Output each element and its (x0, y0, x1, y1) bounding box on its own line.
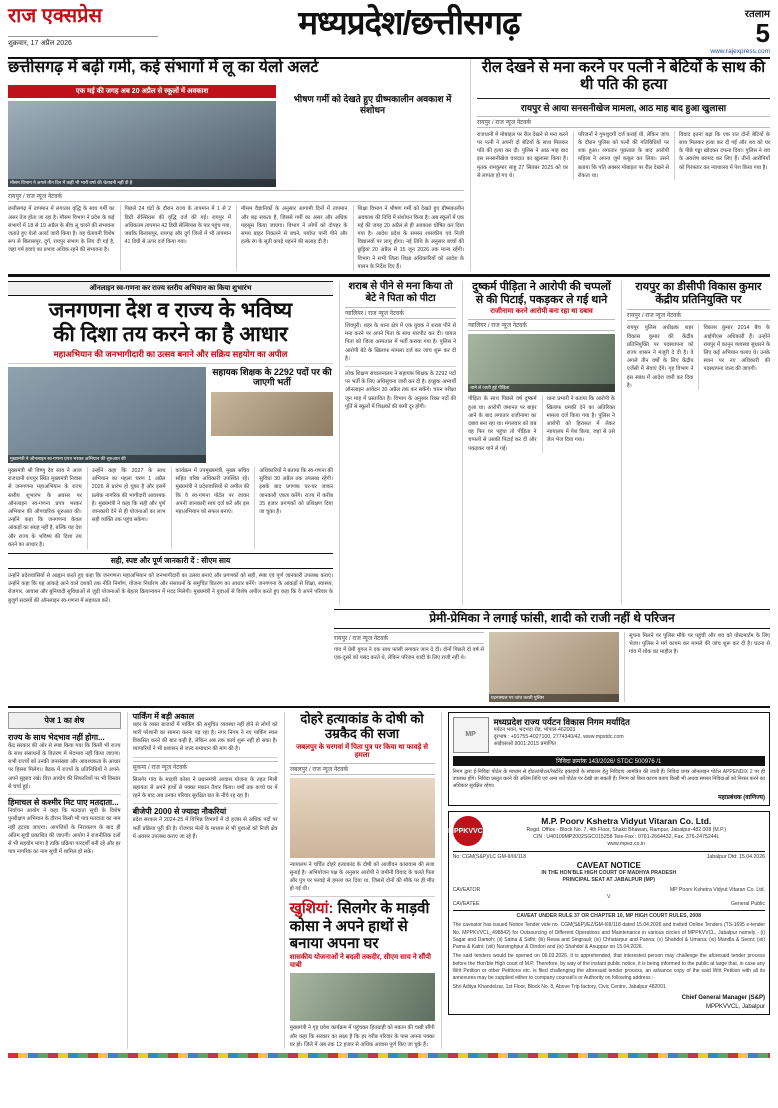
caveat-court: IN THE HON'BLE HIGH COURT OF MADHYA PRADESH (541, 870, 677, 877)
couple-photo (489, 632, 619, 702)
lead-left-byline: रायपुर / राज न्यूज नेटवर्क (8, 190, 464, 202)
shesh-item-2-text: निर्वाचन आयोग ने कहा कि मतदाता सूची के विशेष पुनरीक्षण अभियान के दौरान किसी भी पात्र मतदाता का नाम नहीं हटाया जाएगा। आपत्तियों के निराकरण के बाद ही अंतिम सूची प्रकाशित की जाएगी। आयोग ने राजनीतिक दलों से भी सहयोग मांगा है ताकि प्रक्रिया पारदर्शी बनी रहे और हर पात्र नागरिक का नाम सूची में शामिल हो सके। (8, 808, 121, 856)
census-headline-1: जनगणना देश व राज्य के भविष्य (48, 299, 293, 323)
murder-byline: जबलपुर / राज न्यूज नेटवर्क (290, 763, 435, 775)
mid-section (8, 281, 770, 605)
publication-date: शुक्रवार, 17 अप्रैल 2026 (8, 36, 158, 48)
dcp-story (621, 281, 770, 605)
victim-col-2: थाना प्रभारी ने बताया कि आरोपी के खिलाफ धमकी देने का अतिरिक्त मामला दर्ज किया गया है। पुलिस ने आरोपी को हिरासत में लेकर न्यायालय में पेश किया, जहां से उसे जेल भेज दिया गया। (546, 396, 615, 444)
lead-left-headline: छत्तीसगढ़ में बढ़ी गर्मी, कई संभागों में लू का येलो अलर्ट (8, 59, 319, 76)
silger-sub: शासकीय योजनाओं ने बदली तकदीर, सीएम साय ने सौंपी चाबी (289, 954, 431, 970)
caveat-seat: PRINCIPAL SEAT AT JABALPUR (MP) (562, 877, 656, 884)
page-one-continued-head: पेज 1 का शेष (8, 712, 121, 729)
mpstdc-address: पर्यटन भवन, भदभदा रोड, भोपाल-462003 (493, 726, 576, 733)
couple-col-1: गांव में प्रेमी युगल ने एक साथ फांसी लगाकर जान दे दी। दोनों पिछले दो वर्ष से एक-दूसरे को पसंद करते थे, लेकिन परिजन शादी के लिए राजी नहीं थे। (334, 646, 484, 661)
lead-story-right (470, 59, 770, 271)
mpstdc-tender-title: निविदा क्रमांक 143/2026/ STDC 500976 /1 (453, 756, 765, 766)
mppkvvcl-logo: MPPKVVCL (453, 816, 483, 846)
caveat-body-1: The caveator has issued Notice Tender vide no. CGM(S&P)/EZ/GM-I/III/118 dated 15.04.2026 and invited Online Tenders (TS-1695 e-tender No. MPPKVVCL_498842) for Outsourcing of Different Operations and Maintenance in various circles of MPPKVVCL, Jabalpur namely - (i) Sagar and Damoh; (ii) Satna & Sidhi; (iii) Rewa and Singrauli; (iv) Chhatarpur and Panna; (v) Shahdol & Umaria; (vi) Mandla & Seoni; (vii) Pama & Katni; (viii) Narsinghpur & Dindori and (ix) Shahdol & Anuppur on 15.04.2026. (452, 922, 765, 951)
bottom-section (8, 706, 770, 1049)
lead-left-columns (8, 205, 464, 271)
liquor-story (339, 281, 456, 605)
silger-col-1: सिलगेर गांव के माड़वी कोसा ने प्रधानमंत्री आवास योजना के तहत मिली सहायता से अपने हाथों से पक्का मकान तैयार किया। वर्षों तक कच्चे घर में रहने के बाद अब उनका परिवार सुरक्षित छत के नीचे रह रहा है। (132, 776, 278, 800)
top-section (8, 59, 770, 271)
lead-left-col-3: मौसम वैज्ञानिकों के अनुसार आगामी दिनों में तापमान और बढ़ सकता है, जिससे गर्मी का असर और अधिक महसूस किया जाएगा। विभाग ने लोगों को दोपहर के समय बाहर निकलने से बचने, पर्याप्त पानी पीने और हल्के रंग के सूती कपड़े पहनने की सलाह दी है। (241, 206, 348, 246)
mpstdc-signature: महाप्रबंधक (वाणिज्य) (718, 795, 765, 802)
caveatee-label: CAVEATEE (452, 901, 480, 908)
silger-byline: सुकमा / राज न्यूज नेटवर्क (133, 761, 278, 773)
jobs-text: प्रदेश सरकार ने 2024-25 में विभिन्न विभागों में दो हजार से अधिक पदों पर भर्ती प्रक्रिया पूरी की है। रोजगार मेलों के माध्यम से भी युवाओं को निजी क्षेत्र में अवसर उपलब्ध कराए जा रहे हैं। (132, 817, 278, 840)
caveator-label: CAVEATOR (452, 887, 481, 894)
caveat-signature-2: MPPKVVCL, Jabalpur (705, 1003, 765, 1010)
lead-left-photo-caption: मौसम विभाग ने अगले तीन दिन में कहीं भी भारी वर्षा की चेतावनी नहीं दी है (8, 179, 276, 187)
shesh-item-2-title: हिमाचल से कश्मीर मिट पाए मतदाता... (8, 798, 119, 808)
victim-sub: राजीनामा करने आरोपी बना रहा था दबाव (490, 308, 593, 316)
victim-byline: ग्वालियर / राज न्यूज नेटवर्क (468, 319, 615, 331)
masthead-left (8, 6, 158, 48)
couple-story-band (8, 609, 770, 702)
victim-col-1: पीड़िता के साथ पिछले वर्ष दुष्कर्म हुआ था। आरोपी जमानत पर बाहर आने के बाद लगातार राजीनामा का दबाव बना रहा था। मंगलवार को जब वह फिर घर पहुंचा तो पीड़िता ने चप्पलों से उसकी पिटाई कर दी और पकड़कर थाने ले गई। (468, 396, 537, 452)
census-col-3: कार्यक्रम में उपमुख्यमंत्री, मुख्य सचिव सहित वरिष्ठ अधिकारी उपस्थित रहे। मुख्यमंत्री ने प्रदेशवासियों से अपील की कि वे स्व-गणना पोर्टल पर जाकर अपनी जानकारी स्वयं दर्ज करें और इस महाअभियान को सफल बनाएं। (175, 468, 250, 516)
masthead (8, 6, 770, 59)
lead-story-left (8, 59, 464, 271)
liquor-byline: ग्वालियर / राज न्यूज नेटवर्क (345, 307, 456, 319)
silger-col-2: मुख्यमंत्री ने गृह प्रवेश कार्यक्रम में पहुंचकर हितग्राही को मकान की चाबी सौंपी और कहा कि सरकार का लक्ष्य है कि हर गरीब परिवार के पास अपना पक्का घर हो। जिले में अब तक 12 हजार से अधिक आवास पूर्ण किए जा चुके हैं। (289, 1025, 435, 1048)
mpstdc-cert: आईएसओ 9001:2015 प्रमाणित (493, 740, 556, 747)
lead-right-sub: रायपुर से आया सनसनीखेज मामला, आठ माह बाद हुआ खुलासा (520, 102, 727, 113)
dcp-col-2: विकास कुमार 2014 बैच के आईपीएस अधिकारी हैं। उन्होंने रायपुर में कानून व्यवस्था सुधारने के लिए कई अभियान चलाए थे। उनके स्थान पर नए अधिकारी की पदस्थापना जल्द की जाएगी। (703, 325, 771, 373)
liquor-headline: शराब से पीने से मना किया तो बेटे ने पिता को पीटा (348, 281, 453, 304)
color-registration-strip (8, 1053, 770, 1058)
jobs-title: बीजेपी 2000 से ज्यादा नौकरियां (132, 807, 227, 817)
website-url[interactable]: www.rajexpress.com (710, 48, 770, 55)
census-banner: ऑनलाइन स्व-गणना कर राज्य स्तरीय अभियान का किया शुभारंभ (8, 281, 333, 296)
page-one-continued (8, 712, 121, 1049)
dcp-col-1: रायपुर पुलिस अधीक्षक शहर विकास कुमार की केंद्रीय प्रतिनियुक्ति पर पदस्थापना को राज्य शासन ने मंजूरी दे दी है। वे अगले तीन वर्षों के लिए केंद्रीय एजेंसी में सेवाएं देंगे। गृह विभाग ने इस संबंध में आदेश जारी कर दिया है। (626, 325, 694, 389)
caveat-body-2: The said tenders would be opened on 06.03.2026. It is apprehended, that interested person may challenge the aforesaid tender process before the Hon'ble High court of M.P. Therefore, by way of the instant public notice, it is being informed to the public at large that, in case any Writ Petition or other Petitions etc. is filed challenging the aforesaid tender process, an advance copy of the said Writ Petition with all its annexures may be supplied either to company counsel's or Authority on following address :- (452, 953, 765, 982)
census-photo (8, 367, 206, 463)
census-col-4: अधिकारियों ने बताया कि स्व-गणना की सुविधा 30 अप्रैल तक उपलब्ध रहेगी। इसके बाद प्रगणक घर-घर जाकर जानकारी एकत्र करेंगे। राज्य में करीब 35 हजार प्रगणकों को प्रशिक्षण दिया जा चुका है। (259, 468, 333, 516)
victim-photo-caption: थाने ले जाती हुई पीड़िता (468, 384, 615, 392)
page-title: मध्यप्रदेश/छत्तीसगढ़ (298, 4, 520, 41)
census-quote: सही, स्पष्ट और पूर्ण जानकारी दें : सीएम साय (8, 553, 333, 569)
murder-headline: दोहरे हत्याकांड के दोषी को उम्रकैद की सजा (300, 710, 424, 741)
power-company-name: M.P. Poorv Kshetra Vidyut Vitaran Co. Ltd. (541, 816, 712, 827)
caveat-signature-1: Chief General Manager (S&P) (681, 994, 765, 1001)
victim-photo (468, 334, 615, 392)
parking-text: शहर के व्यस्त बाजारों में पार्किंग की समुचित व्यवस्था नहीं होने से लोगों को भारी परेशानी का सामना करना पड़ रहा है। नगर निगम ने नए पार्किंग स्थल विकसित करने की बात कही है, लेकिन अब तक कार्य शुरू नहीं हो सका है। व्यापारियों ने भी प्रशासन से जल्द समाधान की मांग की है। (132, 721, 278, 753)
notices-column (441, 712, 770, 1049)
teacher-recruit-head: सहायक शिक्षक के 2292 पदों पर की जाएगी भर्ती (212, 367, 332, 388)
couple-story (334, 609, 770, 702)
lead-right-byline: रायपुर / राज न्यूज नेटवर्क (477, 116, 770, 128)
mpstdc-contact: दूरभाष : +91755-4027100, 2774340/42, www.mpstdc.com (493, 733, 624, 740)
census-footer-text: उन्होंने प्रदेशवासियों से आह्वान करते हुए कहा कि जनगणना महाअभियान को जनभागीदारी का उत्सव बनाएं और प्रगणकों को सही, स्पष्ट एवं पूर्ण जानकारी उपलब्ध कराएं। उन्होंने कहा कि यह आंकड़े आने वाले दशकों तक नीति निर्माण, योजना निर्धारण और संसाधनों के समुचित वितरण का आधार बनेंगे। जनगणना के आंकड़ों से शिक्षा, स्वास्थ्य, रोजगार, आवास और बुनियादी सुविधाओं से जुड़ी योजनाओं के बेहतर क्रियान्वयन में मदद मिलेगी। मुख्यमंत्री ने युवाओं से विशेष अपील करते हुए कहा कि वे अपने परिवार के बुजुर्ग सदस्यों की ऑनलाइन स्व-गणना में सहायता करें। (8, 573, 333, 604)
census-headline-2: की दिशा तय करने का है आधार (53, 322, 288, 346)
lead-left-side-head: भीषण गर्मी को देखते हुए ग्रीष्मकालीन अवकाश में संशोधन (293, 94, 452, 115)
dcp-headline: रायपुर का डीसीपी विकास कुमार केंद्रीय प्रतिनियुक्ति पर (635, 281, 762, 306)
murder-illustration (290, 778, 435, 858)
power-company-website[interactable]: www.mpez.co.in (607, 840, 646, 847)
silger-pre: खुशियां: (289, 900, 334, 918)
caveatee-name: General Public (730, 901, 765, 908)
murder-story (284, 712, 435, 1049)
couple-byline: रायपुर / राज न्यूज नेटवर्क (334, 632, 484, 644)
census-photo-caption: मुख्यमंत्री ने ऑनलाइन स्व-गणना प्रपत्र भरकर अभियान की शुरुआत की (8, 455, 206, 463)
dcp-byline: रायपुर / राज न्यूज नेटवर्क (627, 309, 770, 321)
liquor-col-1: शिवपुरी। शहर के थाना क्षेत्र में एक युवक ने शराब पीने से मना करने पर अपने पिता के साथ मारपीट कर दी। घायल पिता को जिला अस्पताल में भर्ती कराया गया है। पुलिस ने आरोपी बेटे के खिलाफ मामला दर्ज कर जांच शुरू कर दी है। (345, 323, 457, 362)
publication-logo: राज एक्सप्रेस (8, 5, 103, 27)
murder-sub: जबलपुर के चरगवां में पिता पुत्र पर किया था फावड़े से हमला (296, 743, 429, 759)
masthead-right (660, 6, 770, 55)
census-story (8, 281, 333, 605)
shesh-item-1-title: राज्य के साथ भेदभाव नहीं होगा... (8, 732, 105, 742)
mpstdc-body: निगम द्वारा ई-निविदा पोर्टल के माध्यम से होटल/मोटल/रेस्टोरेंट इकाइयों के संचालन हेतु निविदाएं आमंत्रित की जाती हैं। निविदा प्रपत्र ऑनलाइन पोर्टल APPENDIX 2 पर ही उपलब्ध होंगे। निविदा प्रस्तुत करने की अंतिम तिथि एवं अन्य शर्तें पोर्टल पर देखी जा सकती हैं। निगम को बिना कारण बताए किसी भी अथवा समस्त निविदाओं को निरस्त करने का अधिकार सुरक्षित रहेगा। (452, 768, 765, 790)
couple-col-2: सूचना मिलने पर पुलिस मौके पर पहुंची और शव को पोस्टमार्टम के लिए भेजा। पुलिस ने मर्ग कायम कर मामले की जांच शुरू कर दी है। घटना से गांव में शोक का माहौल है। (629, 632, 770, 656)
mpstdc-org: मध्यप्रदेश राज्य पर्यटन विकास निगम मर्यादित (493, 716, 630, 727)
caveat-ref-no: No: CGM(S&P)/LC GM-II/III/118 (452, 853, 526, 860)
parking-title: पार्किंग में बड़ी अकाल (132, 711, 195, 721)
mpstdc-tender-notice (448, 712, 770, 807)
census-col-2: उन्होंने कहा कि 2027 के साथ अभियान का पहला चरण 1 अप्रैल 2026 से प्रारंभ हो चुका है और इसमें प्रत्येक नागरिक की भागीदारी आवश्यक है। मुख्यमंत्री ने कहा कि सही और पूर्ण जानकारी देने से ही योजनाओं का लाभ सही व्यक्ति तक पहुंच सकेगा। (91, 468, 166, 524)
parking-story (127, 712, 278, 1049)
lead-right-col-3: विवाद इतना बढ़ा कि एक रात दोनों बेटियों के साथ मिलकर हत्या कर दी गई और शव को घर के पीछे गड्ढा खोदकर दफना दिया। पुलिस ने शव के अवशेष बरामद कर लिए हैं। तीनों आरोपियों को गिरफ्तार कर न्यायालय में पेश किया गया है। (679, 131, 770, 171)
edition-city: रतलाम (744, 9, 770, 20)
lead-right-headline: रील देखने से मना करने पर पत्नी ने बेटियों के साथ की थी पति की हत्या (481, 59, 766, 94)
caveat-address: Shri Aditya Khandelzar, 1st Floor, Block No. 8, Above Trip factory, Civic Centre, Jabalpur 482001 (452, 984, 666, 991)
victim-story (462, 281, 615, 605)
page-number: 5 (755, 18, 770, 48)
lead-left-col-2: पिछले 24 घंटों के दौरान राज्य के तापमान में 1 से 2 डिग्री सेल्सियस की वृद्धि दर्ज की गई। रायपुर में अधिकतम तापमान 42 डिग्री सेल्सियस के पार पहुंच गया, जबकि बिलासपुर, रायगढ़ और दुर्ग जिलों में भी तापमान 41 डिग्री से ऊपर दर्ज किया गया। (124, 206, 231, 246)
caveator-name: MP Poorv Kshetra Vidyut Vitaran Co. Ltd. (669, 887, 765, 894)
caveat-rule-line: CAVEAT UNDER RULE 37 OR CHAPTER 10, MP HIGH COURT RULES, 2008 (453, 910, 765, 920)
victim-headline: दुष्कर्म पीड़िता ने आरोपी की चप्पलों से की पिटाई, पकड़कर ले गई थाने (472, 281, 611, 306)
liquor-col-2: लोक शिक्षण संचालनालय ने सहायक शिक्षक के 2292 पदों पर भर्ती के लिए अधिसूचना जारी कर दी है। इच्छुक अभ्यर्थी ऑनलाइन आवेदन 30 अप्रैल तक कर सकेंगे। चयन परीक्षा जून माह में प्रस्तावित है। विभाग के अनुसार रिक्त पदों की पूर्ति से स्कूलों में शिक्षकों की कमी दूर होगी। (345, 371, 457, 410)
masthead-center (158, 6, 660, 41)
shesh-item-1-text: केंद्र सरकार की ओर से स्पष्ट किया गया कि किसी भी राज्य के साथ संसाधनों के वितरण में भेदभाव नहीं किया जाएगा। सभी राज्यों को उनकी जनसंख्या और आवश्यकता के आधार पर हिस्सा मिलेगा। बैठक में राज्यों के प्रतिनिधियों ने अपने-अपने सुझाव रखे। वित्त आयोग की सिफारिशों पर भी विस्तार से चर्चा हुई। (8, 742, 121, 790)
census-subhead: महाअभियान की जनभागीदारी का उत्सव बनाने और सक्रिय सहयोग का अपील (53, 349, 288, 360)
silger-headline (290, 900, 435, 952)
mpstdc-logo: MP (453, 717, 489, 753)
lead-left-photo (8, 101, 276, 187)
murder-col-1: न्यायालय ने चर्चित दोहरे हत्याकांड के दोषी को आजीवन कारावास की सजा सुनाई है। अभियोजन पक्ष के अनुसार आरोपी ने जमीनी विवाद के चलते पिता और पुत्र पर फावड़े से हमला कर दिया था, जिससे दोनों की मौके पर ही मौत हो गई थी। (289, 861, 435, 893)
lead-left-col-1: छत्तीसगढ़ में तापमान में लगातार वृद्धि के साथ गर्मी का असर तेज होता जा रहा है। मौसम विभाग ने प्रदेश के कई संभागों में 18 से 19 अप्रैल के बीच लू चलने की संभावना जताते हुए येलो अलर्ट जारी किया है। यह चेतावनी विशेष रूप से बिलासपुर, दुर्ग, रायपुर संभाग के लिए दी गई है, जहां गर्म हवाएं का प्रभाव अधिक रहने की संभावना है। (8, 206, 115, 254)
lead-left-kicker: एक मई की जगह अब 20 अप्रैल से स्कूलों में अवकाश (8, 85, 276, 98)
caveat-title: CAVEAT NOTICE (576, 860, 641, 870)
power-company-office: Regd. Office - Block No. 7, 4th Floor, Shakti Bhawan, Rampur, Jabalpur-482 008 (M.P.) (526, 826, 727, 833)
silger-headline-text: सिलगेर के माड़वी कोसा ने अपने हाथों से बनाया अपना घर (289, 900, 430, 952)
caveat-vs: V (607, 894, 611, 901)
teacher-recruit-photo (211, 392, 333, 436)
lead-right-col-1: राजधानी में मोबाइल पर रील देखने से मना करने पर पत्नी ने अपनी दो बेटियों के साथ मिलकर पति की हत्या कर दी। पुलिस ने आठ माह बाद इस सनसनीखेज वारदात का खुलासा किया है। मृतक रामकुमार साहू 27 सितंबर 2025 को घर से लापता हो गए थे। (477, 131, 568, 179)
couple-photo-caption: घटनास्थल पर जांच करती पुलिस (489, 694, 619, 702)
power-company-cin: CIN : U40109MP2002SGC015258 Tele-Fax : 0761-2664432, Fax. 376-2475244L (533, 833, 720, 840)
lead-left-col-4: शिक्षा विभाग ने भीषण गर्मी को देखते हुए ग्रीष्मकालीन अवकाश की तिथि में संशोधन किया है। अब स्कूलों में एक मई की जगह 20 अप्रैल से ही अवकाश घोषित कर दिया गया है। आदेश प्रदेश के समस्त शासकीय एवं निजी विद्यालयों पर लागू होगा। नई तिथि के अनुसार बच्चों की छुट्टियां 20 अप्रैल से 15 जून 2026 तक मान्य रहेंगी। विभाग ने सभी जिला शिक्षा अधिकारियों को आदेश के पालन के निर्देश दिए हैं। (357, 206, 464, 270)
census-col-1: मुख्यमंत्री श्री विष्णु देव साय ने आज राजधानी रायपुर स्थित मुख्यमंत्री निवास से जनगणना महाअभियान के राज्य स्तरीय शुभारंभ के अवसर पर ऑनलाइन स्व-गणना प्रपत्र भरकर अभियान की औपचारिक शुरुआत की। उन्होंने कहा कि जनगणना केवल आंकड़ों का संग्रह नहीं है, बल्कि यह देश और राज्य के भविष्य की दिशा तय करने का आधार है। (8, 468, 82, 548)
section-divider (8, 274, 770, 277)
caveat-date: Jabalpur Dtd: 15.04.2026 (706, 853, 765, 860)
lead-right-col-2: परिजनों ने गुमशुदगी दर्ज कराई थी, लेकिन जांच के दौरान पुलिस को पत्नी की गतिविधियों पर शक हुआ। लगातार पूछताछ के बाद आरोपी महिला ने अपना जुर्म कबूल कर लिया। उसने बताया कि पति अक्सर मोबाइल पर रील देखने से रोकता था। (578, 131, 669, 179)
couple-headline: प्रेमी-प्रेमिका ने लगाई फांसी, शादी को राजी नहीं थे परिजन (334, 609, 770, 629)
silger-photo (290, 973, 435, 1021)
caveat-notice (448, 811, 770, 1014)
